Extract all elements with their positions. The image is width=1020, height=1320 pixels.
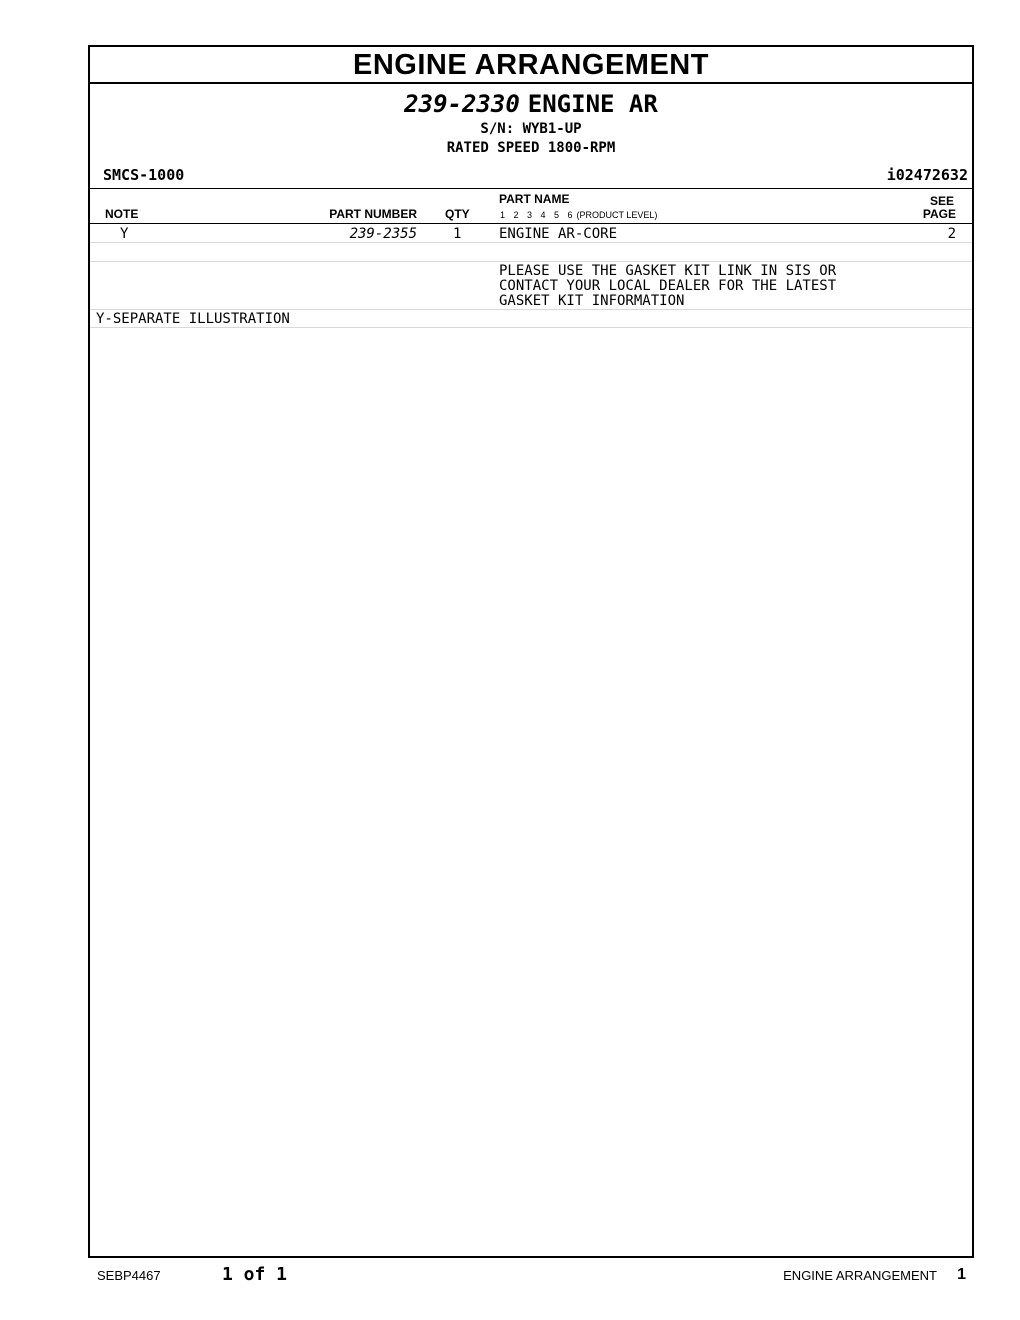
level-numbers: 1 2 3 4 5 6 (500, 210, 573, 220)
col-page: PAGE (922, 207, 956, 221)
legend-text: Y-SEPARATE ILLUSTRATION (96, 311, 290, 327)
column-headers (90, 188, 972, 224)
page-title: ENGINE ARRANGEMENT (90, 47, 972, 84)
assembly-part-number: 239-2330 (404, 90, 520, 118)
footer-doc-code: SEBP4467 (97, 1268, 161, 1283)
row-qty: 1 (453, 226, 462, 242)
assembly-title (90, 90, 972, 118)
row-part-name: ENGINE AR-CORE (499, 226, 618, 242)
table-row (90, 224, 972, 243)
row-see-page[interactable]: 2 (947, 226, 956, 242)
col-part-number: PART NUMBER (329, 207, 417, 221)
empty-row (90, 243, 972, 262)
legend-row (90, 310, 972, 328)
assembly-header (90, 84, 972, 188)
message-line: PLEASE USE THE GASKET KIT LINK IN SIS OR (499, 263, 837, 279)
col-part-name: PART NAME (499, 192, 570, 206)
row-note: Y (120, 226, 129, 242)
footer-page-number: 1 (957, 1266, 966, 1283)
rated-speed: RATED SPEED 1800-RPM (446, 140, 616, 156)
col-see: SEE (929, 194, 954, 208)
smcs-code: SMCS-1000 (103, 166, 185, 184)
footer-section: ENGINE ARRANGEMENT (783, 1268, 937, 1283)
parts-page-frame (88, 45, 974, 1258)
document-id: i02472632 (886, 166, 968, 184)
serial-number: S/N: WYB1-UP (480, 121, 582, 137)
gasket-message (499, 264, 836, 309)
message-line: CONTACT YOUR LOCAL DEALER FOR THE LATEST (499, 278, 837, 294)
col-qty: QTY (445, 207, 470, 221)
gasket-message-row (90, 262, 972, 310)
assembly-part-name: ENGINE AR (527, 90, 658, 118)
row-part-number[interactable]: 239-2355 (349, 226, 417, 242)
col-note: NOTE (105, 207, 139, 221)
col-levels (500, 208, 657, 222)
footer-page-of: 1 of 1 (222, 1264, 288, 1285)
product-level-label: (PRODUCT LEVEL) (576, 210, 658, 220)
message-line: GASKET KIT INFORMATION (499, 293, 685, 309)
